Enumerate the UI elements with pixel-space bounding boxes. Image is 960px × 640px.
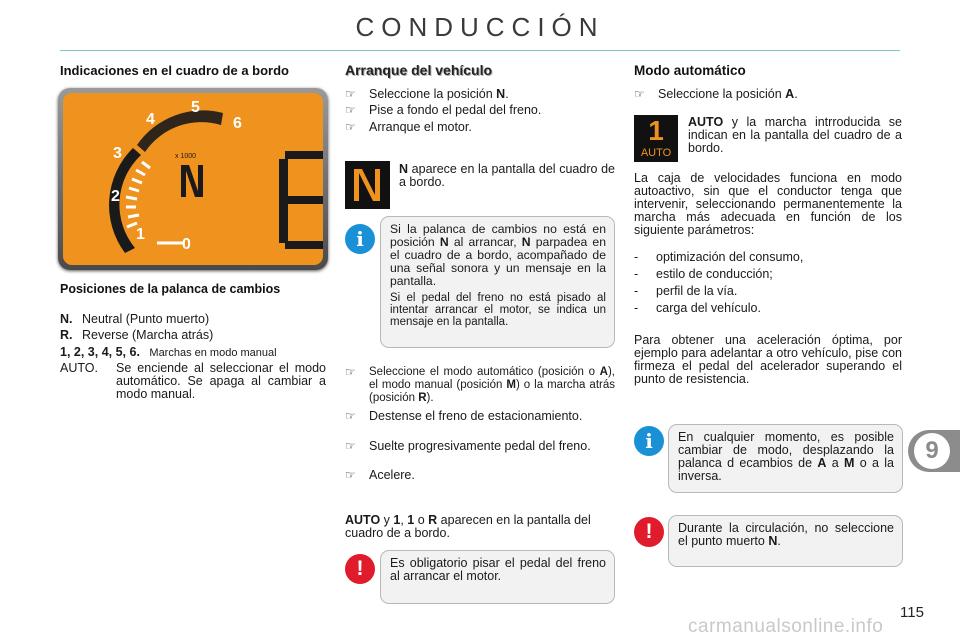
chapter-tab <box>908 430 960 472</box>
acceleration-paragraph: Para obtener una aceleración óptima, por ejemplo para adelantar a otro vehículo, pise con firmeza el pedal del acelerador superando el punto de resistencia. <box>634 333 902 386</box>
warning-icon: ! <box>634 517 664 547</box>
tick-2: 2 <box>111 188 120 205</box>
tick-0: 0 <box>182 236 191 253</box>
hand-pointer-icon: ☞ <box>345 103 356 117</box>
auto-mode-heading: Modo automático <box>634 63 746 78</box>
auto-display-gear: 1 <box>648 115 664 146</box>
hand-pointer-icon: ☞ <box>345 87 356 101</box>
tick-4: 4 <box>146 111 155 128</box>
page-number: 115 <box>900 604 924 621</box>
hand-pointer-icon: ☞ <box>345 120 356 134</box>
page-title: CONDUCCIÓN <box>355 12 605 42</box>
hand-pointer-icon: ☞ <box>345 409 356 423</box>
position-auto-text: Se enciende al seleccionar el modo automático. Se apaga al cambiar a modo manual. <box>116 361 326 401</box>
tick-3: 3 <box>113 145 122 162</box>
auto-gears-text: AUTO y 1, 1 o R aparecen en la pantalla del cuadro de a bordo. <box>345 513 591 540</box>
hand-pointer-icon: ☞ <box>345 439 356 453</box>
start-info-box: Si la palanca de cambios no está en posición N al arrancar, N parpadea en el cuadro de a bordo, acompañado de una señal sonora y un mensaje en la pantalla. Si el pedal del freno no está pisado al intentar arrancar el motor, se indica un mensaje en la pantalla. <box>380 216 615 348</box>
hand-pointer-icon: ☞ <box>345 468 356 482</box>
n-display-text: N aparece en la pantalla del cuadro de a bordo. <box>399 162 615 189</box>
info-icon: i <box>345 224 375 254</box>
n-display-image <box>345 161 390 209</box>
dashboard-image <box>58 88 328 270</box>
auto-mode-paragraph: La caja de velocidades funciona en modo autoactivo, sin que el conductor tenga que intervenir, seleccionando permanentemente la marcha más adecuada en función de los siguiente parámetros: <box>634 171 902 237</box>
header-rule <box>60 50 900 51</box>
position-n: N. Neutral (Punto muerto) <box>60 312 210 326</box>
dashboard-heading: Indicaciones en el cuadro de a bordo <box>60 63 289 78</box>
tick-6: 6 <box>233 115 242 132</box>
list-item: - estilo de conducción; <box>634 267 773 281</box>
list-item: - optimización del consumo, <box>634 250 804 264</box>
auto-display-label: AUTO <box>640 147 672 159</box>
positions-heading: Posiciones de la palanca de cambios <box>60 282 281 296</box>
position-manual: 1, 2, 3, 4, 5, 6. Marchas en modo manual <box>60 345 277 359</box>
tick-1: 1 <box>136 226 145 243</box>
position-r: R. Reverse (Marcha atrás) <box>60 328 214 342</box>
chapter-number: 9 <box>925 437 939 464</box>
start-heading: Arranque del vehículo <box>345 62 493 78</box>
hand-pointer-icon: ☞ <box>634 87 645 101</box>
hand-pointer-icon: ☞ <box>345 365 356 379</box>
list-item: - perfil de la vía. <box>634 284 738 298</box>
auto-warning-box: Durante la circulación, no seleccione el punto muerto N. <box>668 515 903 567</box>
watermark: carmanualsonline.info <box>688 616 884 637</box>
rpm-multiplier: x 1000 <box>175 153 197 160</box>
position-auto-key: AUTO. <box>60 361 98 375</box>
auto-info-box: En cualquier momento, es posible cambiar de modo, desplazando la palanca d ecambios de A a M o a la inversa. <box>668 424 903 493</box>
start-warning-box: Es obligatorio pisar el pedal del freno al arrancar el motor. <box>380 550 615 604</box>
info-icon: i <box>634 426 664 456</box>
warning-icon: ! <box>345 554 375 584</box>
list-item: - carga del vehículo. <box>634 301 761 315</box>
auto-display-text: AUTO y la marcha intrroducida se indican en la pantalla del cuadro de a bordo. <box>688 115 902 155</box>
auto-display-image <box>634 115 678 162</box>
tick-5: 5 <box>191 99 200 116</box>
